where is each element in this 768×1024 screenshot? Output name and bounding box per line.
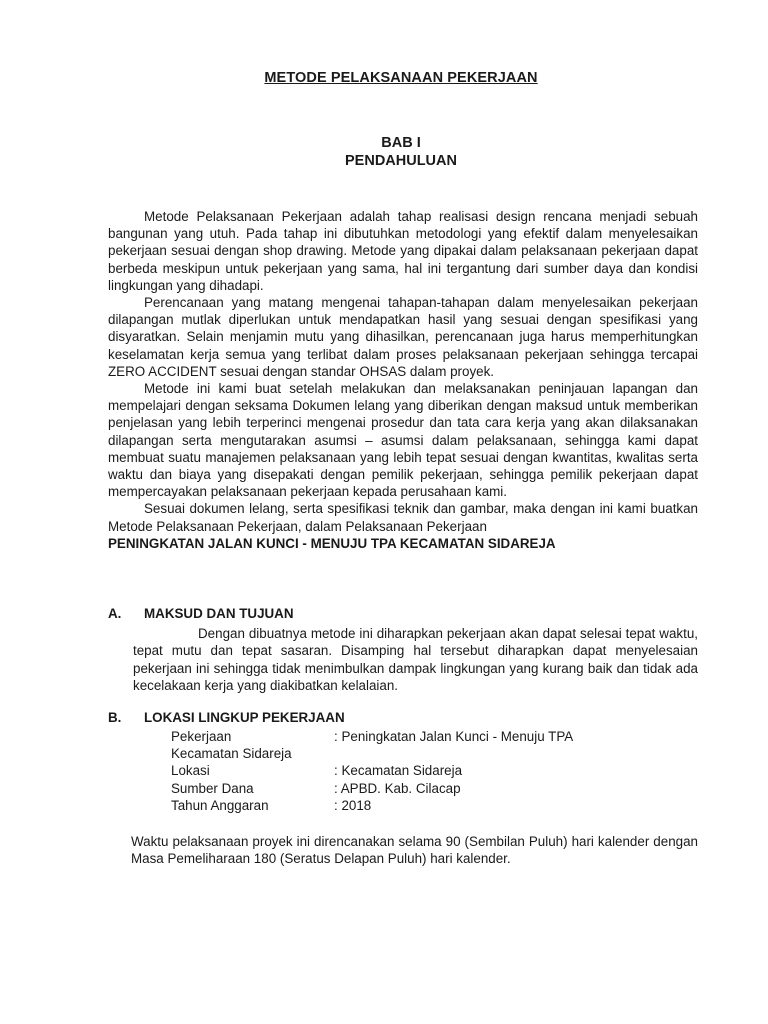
intro-paragraph: Metode Pelaksanaan Pekerjaan adalah tahap realisasi design rencana menjadi sebuah bangunan yang utuh. Pada tahap ini dibutuhkan metodologi yang efektif dalam menyelesaikan pekerjaan sesuai dengan shop drawing. Metode yang dipakai dalam pelaksanaan pekerjaan dapat berbeda meskipun untuk pekerjaan yang sama, hal ini tergantung dari sumber daya dan kondisi lingkungan yang dihadapi.: [108, 209, 698, 293]
info-row: [171, 780, 634, 797]
info-label: Lokasi: [171, 763, 210, 779]
info-value: : Peningkatan Jalan Kunci - Menuju TPA: [334, 729, 574, 744]
info-row: [171, 797, 634, 814]
chapter-number: BAB I: [381, 135, 421, 151]
chapter-heading: [0, 134, 768, 170]
info-value: : 2018: [334, 797, 372, 813]
closing-section: [131, 833, 698, 868]
info-label: Sumber Dana: [171, 780, 254, 796]
section-a-title: MAKSUD DAN TUJUAN: [144, 606, 294, 621]
section-a-heading: [108, 606, 294, 621]
chapter-title: PENDAHULUAN: [345, 153, 457, 169]
intro-section: [108, 208, 698, 552]
info-row: [171, 745, 634, 762]
intro-paragraph: Metode ini kami buat setelah melakukan dan melaksanakan peninjauan lapangan dan mempelajari dengan seksama Dokumen lelang yang diberikan dengan maksud untuk memberikan penjelasan yang lebih terperinci mengenai prosedur dan tata cara kerja yang akan dilaksanakan dilapangan serta mengutarakan asumsi – asumsi dalam pelaksanaan, sehingga kami dapat membuat suatu manajemen pelaksanaan yang lebih tepat sesuai dengan kwantitas, kwalitas serta waktu dan biaya yang disepakati dengan pemilik pekerjaan, sehingga pemilik pekerjaan dapat mempercayakan pelaksanaan pekerjaan kepada perusahaan kami.: [108, 381, 698, 500]
section-b-heading: [108, 710, 345, 725]
project-name: PENINGKATAN JALAN KUNCI - MENUJU TPA KECAMATAN SIDAREJA: [108, 535, 556, 551]
info-label: Pekerjaan: [171, 729, 232, 744]
info-label: Tahun Anggaran: [171, 797, 269, 813]
section-a-number: A.: [108, 606, 122, 621]
intro-paragraph: Perencanaan yang matang mengenai tahapan-tahapan dalam menyelesaikan pekerjaan dilapangan mutlak diperlukan untuk mendapatkan hasil yang sesuai dengan spesifikasi yang disyaratkan. Selain menjamin mutu yang dihasilkan, perencanaan juga harus memperhitungkan keselamatan kerja semua yang terlibat dalam proses pelaksanaan pekerjaan sehingga tercapai ZERO ACCIDENT sesuai dengan standar OHSAS dalam proyek.: [108, 295, 698, 379]
closing-paragraph: Waktu pelaksanaan proyek ini direncanakan selama 90 (Sembilan Puluh) hari kalender dengan Masa Pemeliharaan 180 (Seratus Delapan Puluh) hari kalender.: [131, 834, 698, 867]
info-row: [171, 728, 634, 745]
info-row: [171, 762, 634, 779]
intro-paragraph: Sesuai dokumen lelang, serta spesifikasi teknik dan gambar, maka dengan ini kami buatkan Metode Pelaksanaan Pekerjaan, dalam Pelaksanaan Pekerjaan: [108, 501, 698, 534]
info-value: : APBD. Kab. Cilacap: [334, 780, 461, 796]
section-b-title: LOKASI LINGKUP PEKERJAAN: [144, 710, 345, 725]
section-a-body: [133, 625, 698, 694]
project-info-table: [171, 728, 634, 814]
section-b-number: B.: [108, 710, 122, 725]
document-title: METODE PELAKSANAAN PEKERJAAN: [264, 70, 538, 86]
info-value: : Kecamatan Sidareja: [334, 763, 463, 779]
info-value: [471, 745, 472, 762]
section-a-paragraph: Dengan dibuatnya metode ini diharapkan pekerjaan akan dapat selesai tepat waktu, tepat mutu dan tepat sasaran. Disamping hal tersebut diharapkan dapat menyelesaian pekerjaan ini sehingga tidak menimbulkan dampak lingkungan yang kurang baik dan tidak ada kecelakaan kerja yang diakibatkan kelalaian.: [133, 626, 698, 693]
info-label: Kecamatan Sidareja: [171, 746, 292, 762]
